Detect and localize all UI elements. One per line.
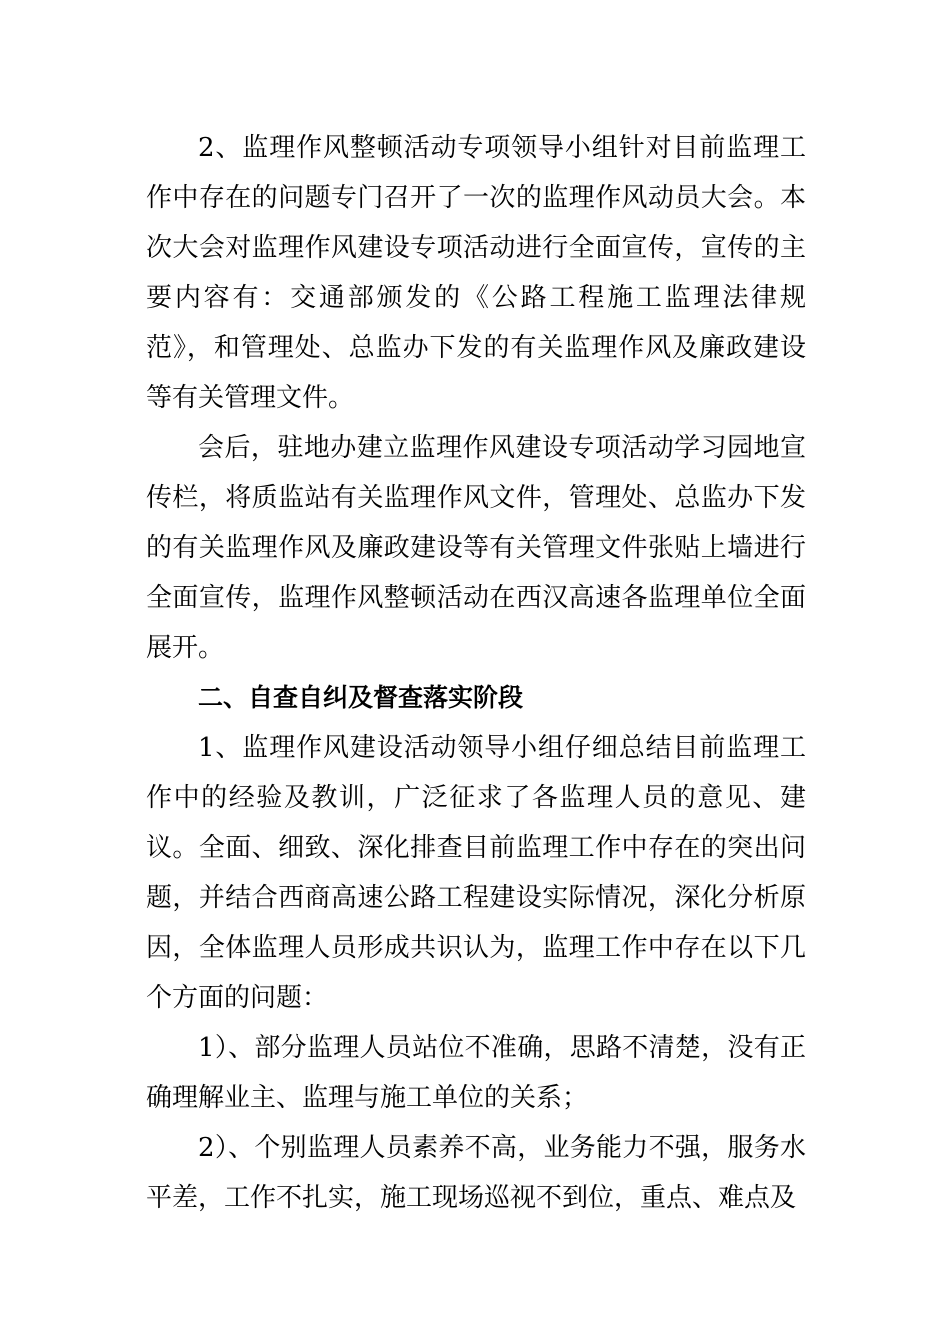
paragraph-issue-2: 2）、个别监理人员素养不高，业务能力不强，服务水平差，工作不扎实，施工现场巡视不到位，重点、难点及 (146, 1133, 806, 1213)
paragraph-after-meeting: 会后，驻地办建立监理作风建设专项活动学习园地宣传栏，将质监站有关监理作风文件，管理处、总监办下发的有关监理作风及廉政建设等有关管理文件张贴上墙进行全面宣传，监理作风整顿活动在西汉高速各监理单位全面展开。 (146, 433, 806, 663)
document-body (146, 123, 806, 1223)
paragraph-issue-1: 1）、部分监理人员站位不准确，思路不清楚，没有正确理解业主、监理与施工单位的关系； (146, 1033, 806, 1113)
paragraph-self-check: 1、监理作风建设活动领导小组仔细总结目前监理工作中的经验及教训，广泛征求了各监理人员的意见、建议。全面、细致、深化排查目前监理工作中存在的突出问题，并结合西商高速公路工程建设实际情况，深化分析原因，全体监理人员形成共识认为，监理工作中存在以下几个方面的问题： (146, 733, 806, 1013)
section-heading: 二、自查自纠及督查落实阶段 (198, 683, 524, 712)
paragraph-meeting: 2、监理作风整顿活动专项领导小组针对目前监理工作中存在的问题专门召开了一次的监理作风动员大会。本次大会对监理作风建设专项活动进行全面宣传，宣传的主要内容有：交通部颁发的《公路工程施工监理法律规范》，和管理处、总监办下发的有关监理作风及廉政建设等有关管理文件。 (146, 133, 806, 413)
